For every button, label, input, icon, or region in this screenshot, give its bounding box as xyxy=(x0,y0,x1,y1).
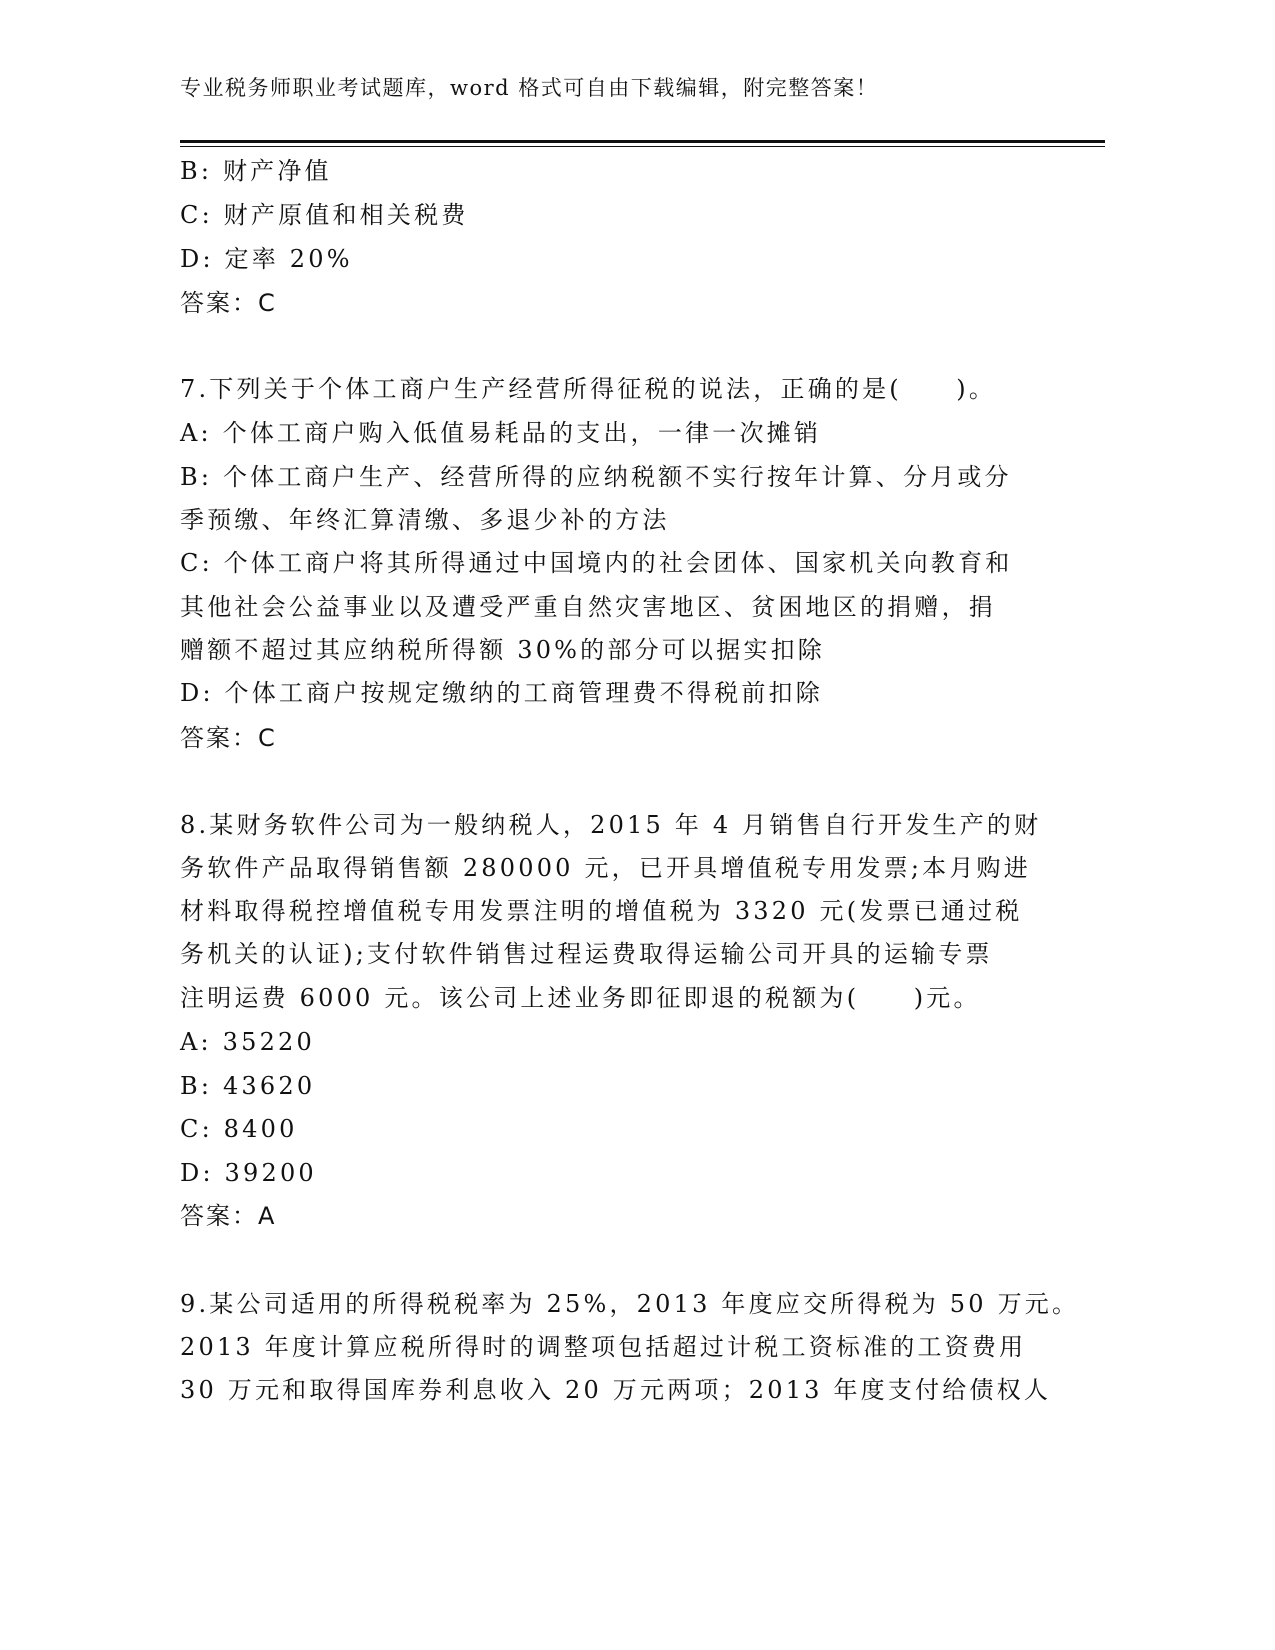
q9-stem-line1: 9.某公司适用的所得税税率为 25%，2013 年度应交所得税为 50 万元。 xyxy=(180,1290,1080,1318)
q8-answer: 答案：A xyxy=(180,1202,277,1230)
q7-option-c-line2: 其他社会公益事业以及遭受严重自然灾害地区、贫困地区的捐赠，捐 xyxy=(180,593,996,621)
q7-option-c-line1: C: 个体工商户将其所得通过中国境内的社会团体、国家机关向教育和 xyxy=(180,549,1013,577)
q6-answer: 答案：C xyxy=(180,289,277,317)
q8-option-d: D: 39200 xyxy=(180,1159,317,1187)
q7-option-c-line3: 赠额不超过其应纳税所得额 30%的部分可以据实扣除 xyxy=(180,636,825,664)
q9-stem-line3: 30 万元和取得国库券利息收入 20 万元两项；2013 年度支付给债权人 xyxy=(180,1376,1052,1404)
q9-stem-line2: 2013 年度计算应税所得时的调整项包括超过计税工资标准的工资费用 xyxy=(180,1333,1027,1361)
q6-option-d: D: 定率 20% xyxy=(180,245,353,273)
q6-option-b: B: 财产净值 xyxy=(180,157,332,185)
q8-stem-line2: 务软件产品取得销售额 280000 元，已开具增值税专用发票;本月购进 xyxy=(180,854,1031,882)
q8-option-a: A: 35220 xyxy=(180,1028,315,1056)
q8-stem-line3: 材料取得税控增值税专用发票注明的增值税为 3320 元(发票已通过税 xyxy=(180,897,1023,925)
q8-option-c: C: 8400 xyxy=(180,1115,298,1143)
q7-option-b-line2: 季预缴、年终汇算清缴、多退少补的方法 xyxy=(180,506,670,534)
q8-stem-line4: 务机关的认证);支付软件销售过程运费取得运输公司开具的运输专票 xyxy=(180,940,993,968)
header-rule-thick xyxy=(180,140,1105,143)
q7-option-d: D: 个体工商户按规定缴纳的工商管理费不得税前扣除 xyxy=(180,679,823,707)
q7-option-b-line1: B: 个体工商户生产、经营所得的应纳税额不实行按年计算、分月或分 xyxy=(180,463,1012,491)
q6-option-c: C: 财产原值和相关税费 xyxy=(180,201,469,229)
header-rule-thin xyxy=(180,146,1105,147)
page-header: 专业税务师职业考试题库，word 格式可自由下载编辑，附完整答案！ xyxy=(180,76,879,100)
q7-stem: 7.下列关于个体工商户生产经营所得征税的说法，正确的是( )。 xyxy=(180,375,997,403)
q8-stem-line5: 注明运费 6000 元。该公司上述业务即征即退的税额为( )元。 xyxy=(180,984,981,1012)
q7-answer: 答案：C xyxy=(180,724,277,752)
q7-option-a: A: 个体工商户购入低值易耗品的支出，一律一次摊销 xyxy=(180,419,822,447)
q8-stem-line1: 8.某财务软件公司为一般纳税人，2015 年 4 月销售自行开发生产的财 xyxy=(180,811,1042,839)
q8-option-b: B: 43620 xyxy=(180,1072,316,1100)
